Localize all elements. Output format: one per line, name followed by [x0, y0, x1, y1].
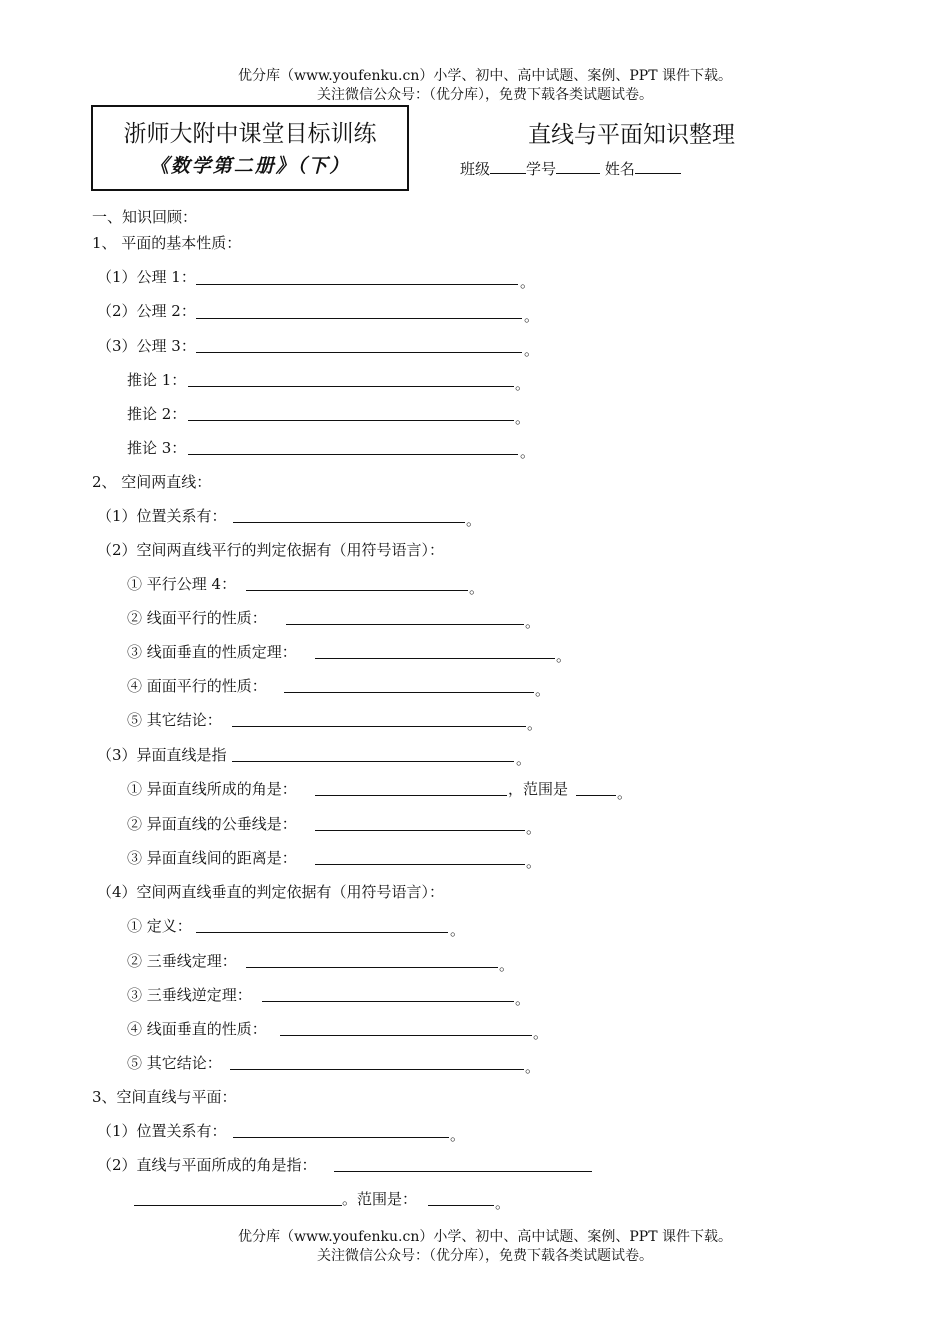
- class-field[interactable]: [490, 159, 526, 174]
- perp-2-period: 。: [499, 956, 515, 974]
- parallel-1-label: ① 平行公理 4：: [127, 575, 237, 593]
- corollary2-period: 。: [515, 409, 531, 427]
- perp-1-period: 。: [450, 921, 466, 939]
- perp-4-label: ④ 线面垂直的性质：: [127, 1020, 267, 1038]
- corollary3-label: 推论 3：: [127, 439, 187, 457]
- parallel-1-blank[interactable]: [246, 590, 468, 591]
- page-title: 直线与平面知识整理: [528, 122, 735, 148]
- q2-position-period: 。: [466, 511, 482, 529]
- perp-5-label: ⑤ 其它结论：: [127, 1054, 222, 1072]
- skew-common-perp-blank[interactable]: [315, 830, 525, 831]
- axiom1-blank[interactable]: [196, 284, 518, 285]
- name-label: 姓名: [604, 160, 635, 178]
- q3-position-label: （1）位置关系有：: [97, 1122, 227, 1140]
- perp-1-label: ① 定义：: [127, 917, 192, 935]
- corollary3-blank[interactable]: [188, 454, 518, 455]
- q3-heading: 3、空间直线与平面：: [92, 1088, 237, 1106]
- skew-definition-blank[interactable]: [232, 761, 514, 762]
- perp-4-blank[interactable]: [280, 1035, 532, 1036]
- corollary3-period: 。: [520, 443, 536, 461]
- axiom3-period: 。: [524, 341, 540, 359]
- student-id-field[interactable]: [556, 159, 600, 174]
- line-plane-angle-blank-2[interactable]: [134, 1205, 342, 1206]
- line-plane-range-period: 。: [495, 1194, 511, 1212]
- corollary1-period: 。: [515, 375, 531, 393]
- parallel-5-period: 。: [527, 715, 543, 733]
- class-label: 班级: [460, 160, 491, 178]
- corollary2-label: 推论 2：: [127, 405, 187, 423]
- skew-angle-range-label: ，范围是: [508, 780, 569, 798]
- student-info: [460, 158, 681, 179]
- q3-position-period: 。: [450, 1126, 466, 1144]
- perp-5-blank[interactable]: [230, 1069, 524, 1070]
- axiom1-period: 。: [520, 273, 536, 291]
- perp-2-label: ② 三垂线定理：: [127, 952, 237, 970]
- perp-2-blank[interactable]: [246, 967, 498, 968]
- parallel-4-label: ④ 面面平行的性质：: [127, 677, 267, 695]
- parallel-2-period: 。: [525, 613, 541, 631]
- parallel-1-period: 。: [469, 579, 485, 597]
- skew-angle-label: ① 异面直线所成的角是：: [127, 780, 297, 798]
- parallel-4-period: 。: [535, 681, 551, 699]
- perp-5-period: 。: [525, 1058, 541, 1076]
- section-heading: 一、知识回顾：: [92, 208, 198, 226]
- skew-distance-label: ③ 异面直线间的距离是：: [127, 849, 297, 867]
- id-label: 学号: [526, 160, 557, 178]
- q1-heading: 1、 平面的基本性质：: [92, 234, 242, 252]
- skew-distance-period: 。: [526, 853, 542, 871]
- q3-position-blank[interactable]: [233, 1137, 449, 1138]
- parallel-4-blank[interactable]: [284, 692, 534, 693]
- skew-angle-range-blank[interactable]: [576, 795, 616, 796]
- corollary1-blank[interactable]: [188, 386, 514, 387]
- skew-distance-blank[interactable]: [315, 864, 525, 865]
- skew-angle-blank[interactable]: [315, 795, 507, 796]
- parallel-5-blank[interactable]: [232, 726, 526, 727]
- perp-3-blank[interactable]: [262, 1001, 514, 1002]
- q2-heading: 2、 空间两直线：: [92, 473, 212, 491]
- q2-position-blank[interactable]: [233, 522, 465, 523]
- q2-position-label: （1）位置关系有：: [97, 507, 227, 525]
- perp-criteria-heading: （4）空间两直线垂直的判定依据有（用符号语言）：: [97, 883, 445, 901]
- header-line-1: 优分库（www.youfenku.cn）小学、初中、高中试题、案例、PPT 课件下载。: [237, 68, 732, 84]
- skew-definition-period: 。: [516, 750, 532, 768]
- corollary1-label: 推论 1：: [127, 371, 187, 389]
- parallel-3-period: 。: [556, 647, 572, 665]
- parallel-3-blank[interactable]: [315, 658, 555, 659]
- parallel-3-label: ③ 线面垂直的性质定理：: [127, 643, 297, 661]
- perp-4-period: 。: [533, 1024, 549, 1042]
- axiom3-blank[interactable]: [196, 352, 522, 353]
- line-plane-range-label: 。范围是：: [342, 1190, 418, 1208]
- school-title-box: [91, 105, 409, 191]
- axiom2-label: （2）公理 2：: [97, 302, 196, 320]
- axiom1-label: （1）公理 1：: [97, 268, 196, 286]
- skew-definition-label: （3）异面直线是指: [97, 746, 227, 764]
- footer-line-1: 优分库（www.youfenku.cn）小学、初中、高中试题、案例、PPT 课件下载。: [237, 1229, 732, 1245]
- skew-angle-period: 。: [617, 784, 633, 802]
- line-plane-angle-blank-1[interactable]: [334, 1171, 592, 1172]
- axiom2-period: 。: [524, 307, 540, 325]
- parallel-5-label: ⑤ 其它结论：: [127, 711, 222, 729]
- perp-3-label: ③ 三垂线逆定理：: [127, 986, 252, 1004]
- line-plane-range-blank[interactable]: [428, 1205, 494, 1206]
- line-plane-angle-label: （2）直线与平面所成的角是指：: [97, 1156, 317, 1174]
- header-line-2: 关注微信公众号：（优分库），免费下载各类试题试卷。: [317, 87, 653, 103]
- axiom3-label: （3）公理 3：: [97, 337, 196, 355]
- parallel-criteria-heading: （2）空间两直线平行的判定依据有（用符号语言）：: [97, 541, 445, 559]
- axiom2-blank[interactable]: [196, 318, 522, 319]
- perp-1-blank[interactable]: [196, 932, 448, 933]
- footer-line-2: 关注微信公众号：（优分库），免费下载各类试题试卷。: [317, 1248, 653, 1264]
- school-title: 浙师大附中课堂目标训练: [123, 121, 377, 147]
- parallel-2-label: ② 线面平行的性质：: [127, 609, 267, 627]
- parallel-2-blank[interactable]: [286, 624, 524, 625]
- perp-3-period: 。: [515, 990, 531, 1008]
- textbook-title: 《数学第二册》（下）: [149, 155, 351, 177]
- skew-common-perp-label: ② 异面直线的公垂线是：: [127, 815, 297, 833]
- corollary2-blank[interactable]: [188, 420, 514, 421]
- skew-common-perp-period: 。: [526, 819, 542, 837]
- name-field[interactable]: [635, 159, 681, 174]
